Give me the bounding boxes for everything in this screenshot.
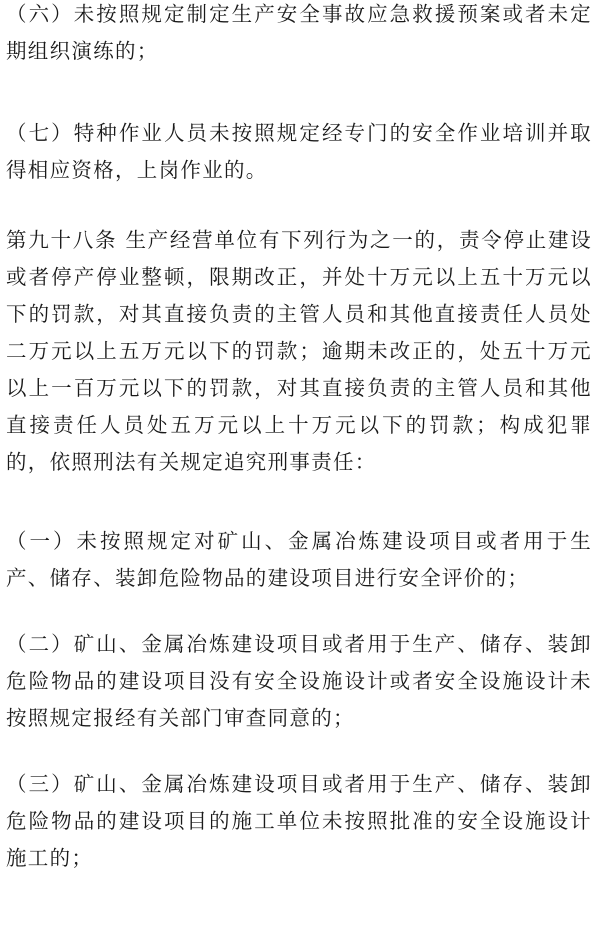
article-98: 第九十八条 生产经营单位有下列行为之一的，责令停止建设或者停产停业整顿，限期改正，并处十万元以上五十万元以下的罚款，对其直接负责的主管人员和其他直接责任人员处二万元以上五万元以下的罚款；逾期未改正的，处五十万元以上一百万元以下的罚款，对其直接负责的主管人员和其他直接责任人员处五万元以上十万元以下的罚款；构成犯罪的，依照刑法有关规定追究刑事责任： [6, 228, 592, 474]
article-98-item-2: （二）矿山、金属冶炼建设项目或者用于生产、储存、装卸危险物品的建设项目没有安全设施设计或者安全设施设计未按照规定报经有关部门审查同意的； [6, 632, 592, 730]
clause-item-6: （六）未按照规定制定生产安全事故应急救援预案或者未定期组织演练的； [6, 2, 592, 63]
article-98-item-3: （三）矿山、金属冶炼建设项目或者用于生产、储存、装卸危险物品的建设项目的施工单位未按照批准的安全设施设计施工的； [6, 772, 592, 870]
clause-item-7: （七）特种作业人员未按照规定经专门的安全作业培训并取得相应资格，上岗作业的。 [6, 121, 592, 182]
article-98-item-1: （一）未按照规定对矿山、金属冶炼建设项目或者用于生产、储存、装卸危险物品的建设项目进行安全评价的； [6, 529, 592, 590]
